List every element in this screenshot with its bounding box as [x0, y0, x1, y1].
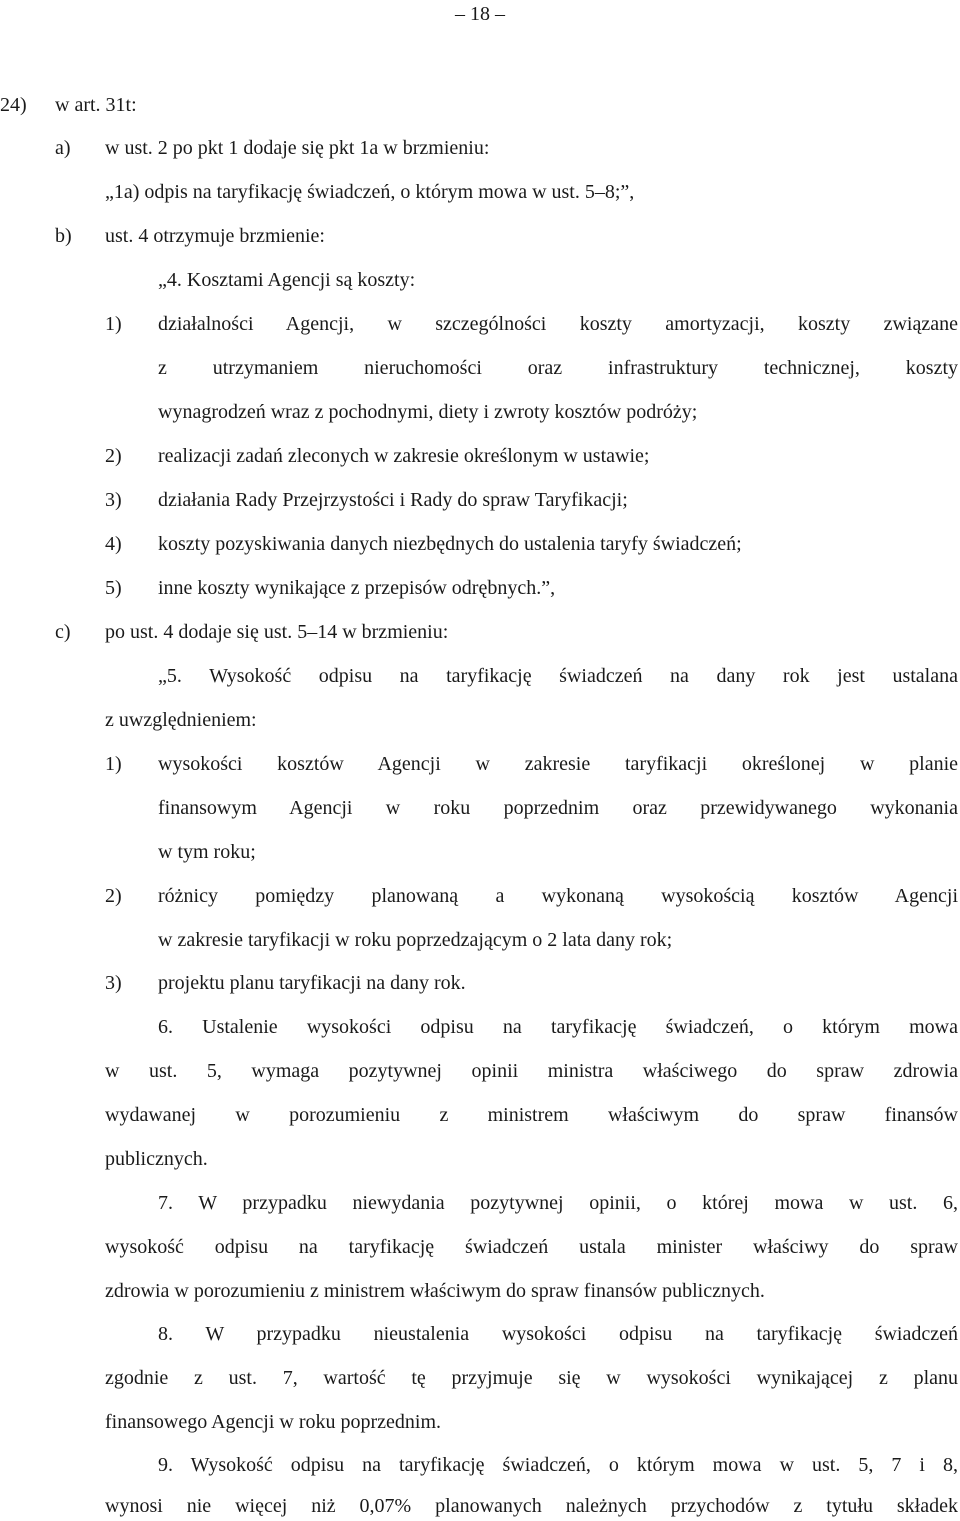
paragraph-text: „5. Wysokość odpisu na taryfikację świadczeń na dany rok jest ustalana: [158, 665, 958, 687]
paragraph-text: 8. W przypadku nieustalenia wysokości odpisu na taryfikację świadczeń: [158, 1323, 958, 1345]
quoted-text: „4. Kosztami Agencji są koszty:: [158, 269, 416, 291]
item-text: projektu planu taryfikacji na dany rok.: [158, 972, 466, 994]
paragraph-text: 7. W przypadku niewydania pozytywnej opinii, o której mowa w ust. 6,: [158, 1192, 958, 1214]
item-text: działalności Agencji, w szczególności koszty amortyzacji, koszty związane: [158, 313, 958, 335]
item-text: z utrzymaniem nieruchomości oraz infrastruktury technicznej, koszty: [158, 357, 958, 379]
paragraph-text: zdrowia w porozumieniu z ministrem właściwym do spraw finansów publicznych.: [105, 1280, 765, 1302]
item-text: różnicy pomiędzy planowaną a wykonaną wysokością kosztów Agencji: [158, 885, 958, 907]
item-marker: c): [55, 621, 71, 643]
paragraph-text: z uwzględnieniem:: [105, 709, 257, 731]
item-text: realizacji zadań zleconych w zakresie określonym w ustawie;: [158, 445, 650, 467]
item-marker: b): [55, 225, 72, 247]
item-text: finansowym Agencji w roku poprzednim oraz przewidywanego wykonania: [158, 797, 958, 819]
item-marker: 4): [105, 533, 122, 555]
item-text: w ust. 2 po pkt 1 dodaje się pkt 1a w brzmieniu:: [105, 137, 490, 159]
paragraph-text: 9. Wysokość odpisu na taryfikację świadczeń, o którym mowa w ust. 5, 7 i 8,: [158, 1454, 958, 1476]
paragraph-text: w ust. 5, wymaga pozytywnej opinii ministra właściwego do spraw zdrowia: [105, 1060, 958, 1082]
paragraph-text: finansowego Agencji w roku poprzednim.: [105, 1411, 442, 1433]
item-marker: 5): [105, 577, 122, 599]
item-text: wysokości kosztów Agencji w zakresie taryfikacji określonej w planie: [158, 753, 958, 775]
item-text: inne koszty wynikające z przepisów odrębnych.”,: [158, 577, 556, 599]
item-marker: 1): [105, 313, 122, 335]
item-text: w tym roku;: [158, 841, 256, 863]
item-marker: 3): [105, 972, 122, 994]
paragraph-text: wynosi nie więcej niż 0,07% planowanych należnych przychodów z tytułu składek: [105, 1495, 958, 1517]
item-marker: 3): [105, 489, 122, 511]
item-text: po ust. 4 dodaje się ust. 5–14 w brzmieniu:: [105, 621, 449, 643]
paragraph-text: publicznych.: [105, 1148, 208, 1170]
item-text: działania Rady Przejrzystości i Rady do spraw Taryfikacji;: [158, 489, 628, 511]
paragraph-text: wysokość odpisu na taryfikację świadczeń ustala minister właściwy do spraw: [105, 1236, 958, 1258]
item-text: w art. 31t:: [55, 94, 137, 116]
item-marker: 1): [105, 753, 122, 775]
paragraph-text: zgodnie z ust. 7, wartość tę przyjmuje się w wysokości wynikającej z planu: [105, 1367, 958, 1389]
item-marker: 24): [0, 94, 27, 116]
item-marker: 2): [105, 445, 122, 467]
quoted-text: „1a) odpis na taryfikację świadczeń, o którym mowa w ust. 5–8;”,: [105, 181, 635, 203]
item-text: wynagrodzeń wraz z pochodnymi, diety i zwroty kosztów podróży;: [158, 401, 698, 423]
page-number: – 18 –: [455, 3, 505, 25]
item-text: ust. 4 otrzymuje brzmienie:: [105, 225, 325, 247]
paragraph-text: wydawanej w porozumieniu z ministrem właściwym do spraw finansów: [105, 1104, 958, 1126]
item-marker: a): [55, 137, 71, 159]
paragraph-text: 6. Ustalenie wysokości odpisu na taryfikację świadczeń, o którym mowa: [158, 1016, 958, 1038]
item-text: w zakresie taryfikacji w roku poprzedzającym o 2 lata dany rok;: [158, 929, 673, 951]
item-text: koszty pozyskiwania danych niezbędnych do ustalenia taryfy świadczeń;: [158, 533, 742, 555]
item-marker: 2): [105, 885, 122, 907]
